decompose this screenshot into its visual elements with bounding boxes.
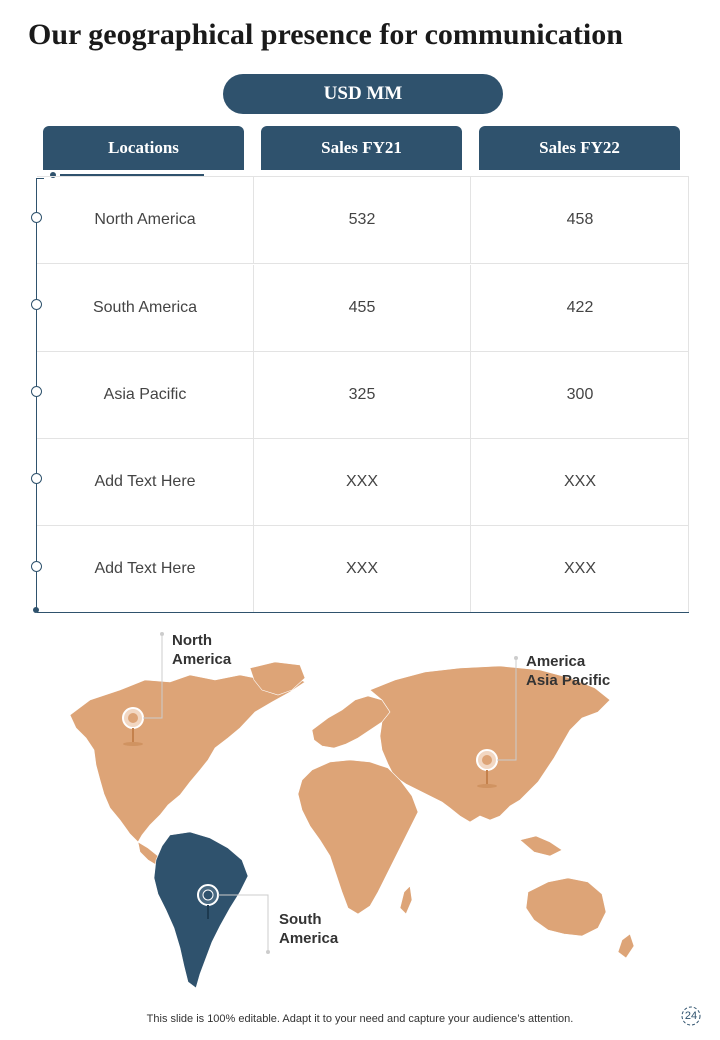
- page-number-text: 24: [684, 1010, 698, 1022]
- australia-shape: [526, 878, 606, 936]
- table-row: [37, 439, 689, 526]
- southeast-asia-shape: [520, 836, 562, 856]
- footer-note: This slide is 100% editable. Adapt it to your need and capture your audience’s attention.: [146, 1013, 574, 1025]
- cell-sales-fy22: 458: [566, 211, 594, 228]
- timeline-dot: [31, 386, 42, 397]
- table-row: [37, 352, 689, 439]
- label-line: Asia Pacific: [526, 672, 611, 689]
- africa-shape: [298, 760, 418, 914]
- north-america-shape: [70, 675, 305, 842]
- new-zealand-shape: [618, 934, 634, 958]
- cell-sales-fy21: 455: [254, 265, 471, 351]
- label-line: America: [526, 653, 586, 670]
- timeline-hook: [36, 178, 44, 188]
- land-masses: [70, 662, 634, 958]
- label-line: South: [279, 911, 322, 928]
- timeline-dot: [31, 212, 42, 223]
- cell-sales-fy22: 300: [566, 386, 594, 403]
- timeline-line: [36, 186, 37, 610]
- cell-location: North America: [37, 177, 254, 263]
- timeline-dot: [31, 561, 42, 572]
- column-header-sales-fy22: Sales FY22: [479, 126, 680, 170]
- cell-location: Add Text Here: [37, 526, 254, 612]
- south-america-shape: [154, 832, 248, 988]
- sales-table: [37, 176, 689, 612]
- label-line: North: [172, 632, 212, 649]
- madagascar-shape: [400, 886, 412, 914]
- cell-sales-fy21: 325: [254, 352, 471, 438]
- europe-shape: [312, 696, 390, 748]
- cell-location: Add Text Here: [37, 439, 254, 525]
- label-line: America: [279, 930, 339, 947]
- cell-sales-fy21: XXX: [254, 526, 471, 612]
- cell-sales-fy21: XXX: [254, 439, 471, 525]
- timeline-end-dot: [33, 607, 39, 613]
- timeline-dot: [31, 473, 42, 484]
- cell-location: Asia Pacific: [37, 352, 254, 438]
- timeline-dot: [31, 299, 42, 310]
- table-row: [37, 265, 689, 352]
- cell-sales-fy22: XXX: [563, 560, 596, 577]
- cell-location: South America: [37, 265, 254, 351]
- page-title: Our geographical presence for communication: [28, 18, 623, 51]
- unit-pill: USD MM: [223, 74, 503, 114]
- label-line: America: [172, 651, 232, 668]
- label-asia-pacific: [526, 652, 610, 690]
- table-row: [37, 526, 689, 613]
- table-row: [37, 177, 689, 264]
- cell-sales-fy22: XXX: [563, 473, 596, 490]
- page-number: [680, 1005, 702, 1027]
- label-south-america: [279, 910, 338, 948]
- column-header-sales-fy21: Sales FY21: [261, 126, 462, 170]
- cell-sales-fy21: 532: [254, 177, 471, 263]
- label-north-america: [172, 631, 231, 669]
- cell-sales-fy22: 422: [566, 299, 594, 316]
- column-header-locations: Locations: [43, 126, 244, 170]
